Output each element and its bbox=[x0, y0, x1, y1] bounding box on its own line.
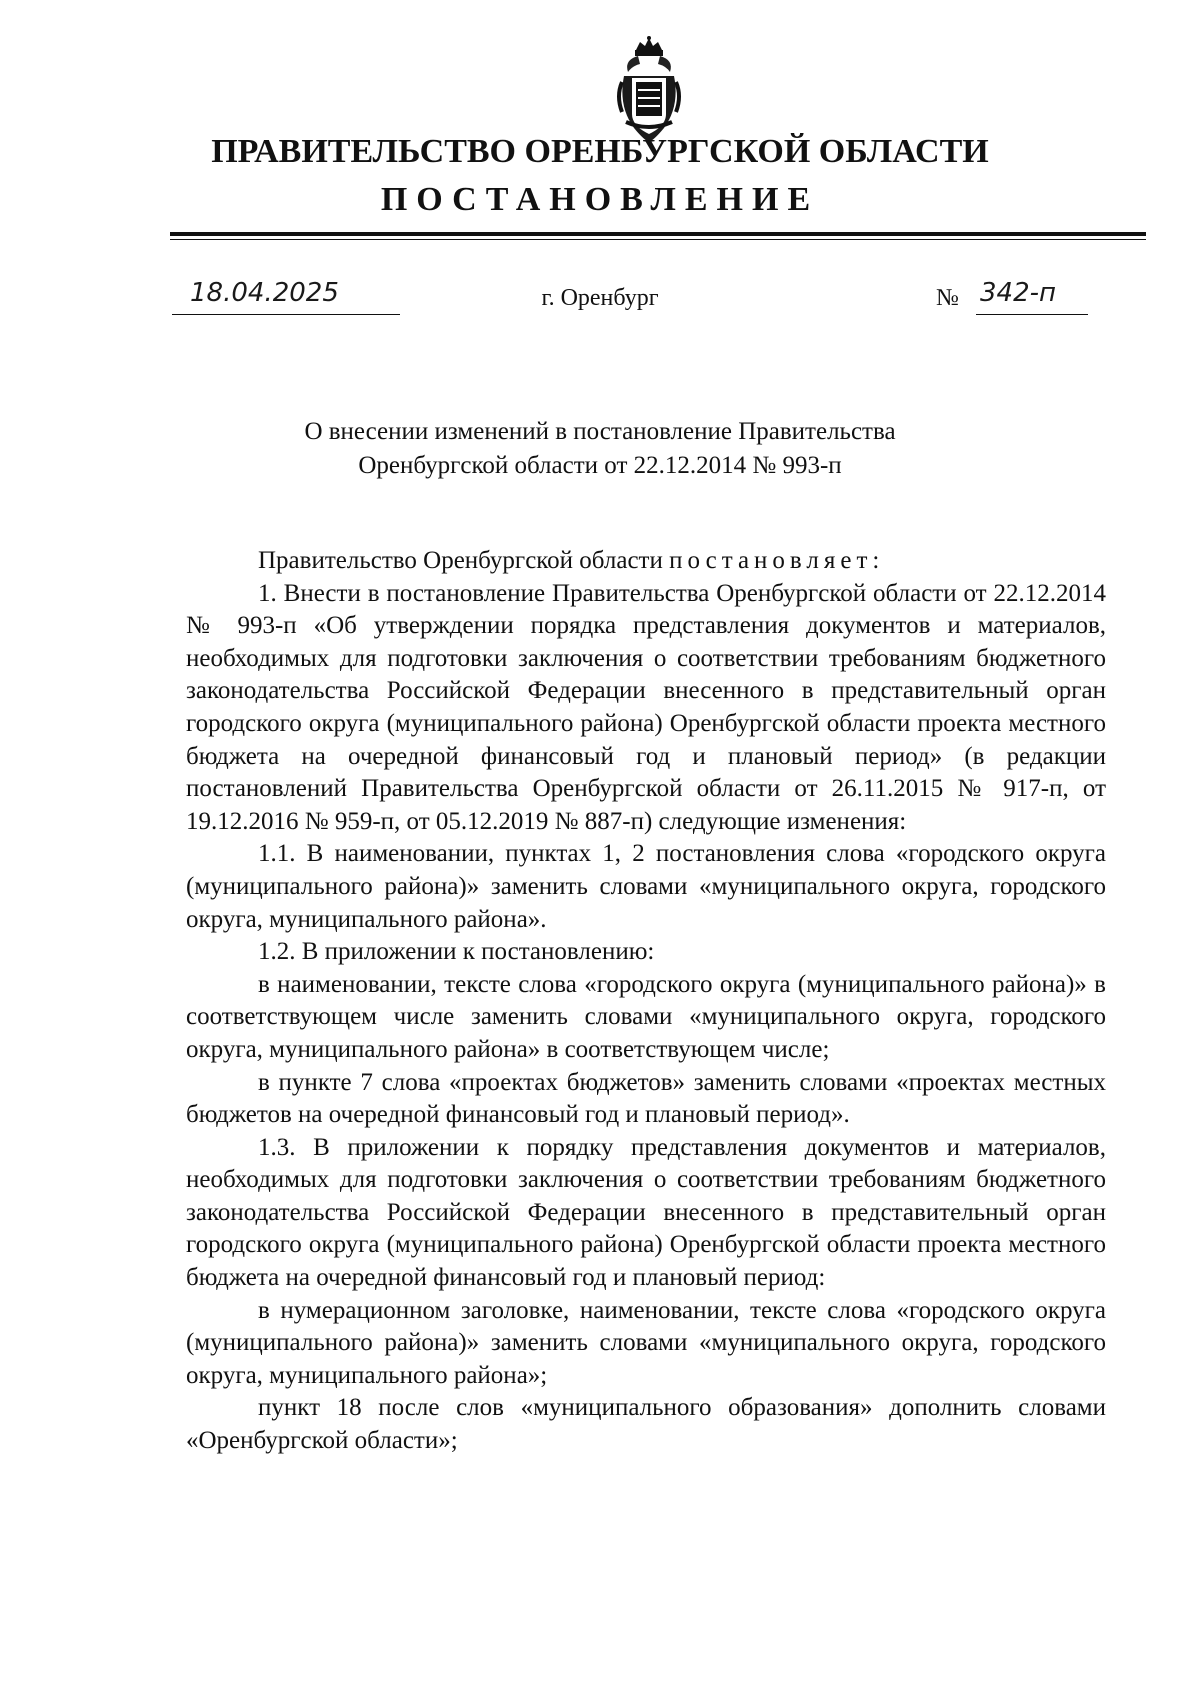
coat-of-arms-icon bbox=[614, 36, 684, 144]
government-title: ПРАВИТЕЛЬСТВО ОРЕНБУРГСКОЙ ОБЛАСТИ bbox=[211, 133, 989, 170]
subject-line-2: Оренбургской области от 22.12.2014 № 993-п bbox=[358, 452, 842, 479]
number-field bbox=[976, 280, 1088, 315]
paragraph-1-2-b: в пункте 7 слова «проектах бюджетов» заменить словами «проектах местных бюджетов на очередной финансовый год и плановый период». bbox=[186, 1068, 1106, 1129]
paragraph-1-3-b: пункт 18 после слов «муниципального образования» дополнить словами «Оренбургской области»; bbox=[186, 1394, 1106, 1455]
city-label: г. Оренбург bbox=[541, 285, 659, 311]
paragraph-1: 1. Внести в постановление Правительства Оренбургской области от 22.12.2014 № 993-п «Об утверждении порядка представления документов и материалов, необходимых для подготовки заключения о соответствии требованиям бюджетного законодательства Российской Федерации внесенного в представительный орган городского округа (муниципального района) Оренбургской области проекта местного бюджета на очередной финансовый год и плановый период» (в редакции постановлений Правительства Оренбургской области от 26.11.2015 № 917-п, от 19.12.2016 № 959-п, от 05.12.2019 № 887-п) следующие изменения: bbox=[186, 579, 1106, 835]
paragraph-1-3-a: в нумерационном заголовке, наименовании, тексте слова «городского округа (муниципального района)» заменить словами «муниципального округа, городского округа, муниципального района»; bbox=[186, 1296, 1106, 1389]
subject-line-1: О внесении изменений в постановление Правительства bbox=[304, 418, 896, 445]
number-sign: № bbox=[936, 285, 959, 311]
document-number bbox=[936, 280, 1096, 314]
intro-prefix: Правительство Оренбургской области bbox=[258, 547, 670, 574]
paragraph-1-3: 1.3. В приложении к порядку представления документов и материалов, необходимых для подготовки заключения о соответствии требованиям бюджетного законодательства Российской Федерации внесенного в представительный орган городского округа (муниципального района) Оренбургской области проекта местного бюджета на очередной финансовый год и плановый период: bbox=[186, 1133, 1106, 1292]
document-type-title: ПОСТАНОВЛЕНИЕ bbox=[380, 181, 820, 218]
paragraph-1-1: 1.1. В наименовании, пунктах 1, 2 постановления слова «городского округа (муниципального района)» заменить словами «муниципального округа, городского округа, муниципального района». bbox=[186, 840, 1106, 933]
intro-decree-word: постановляет: bbox=[669, 547, 885, 574]
header-rule-thin bbox=[170, 239, 1146, 240]
date-value: 18.04.2025 bbox=[190, 278, 339, 308]
intro-paragraph bbox=[186, 545, 1106, 578]
paragraph-1-2-a: в наименовании, тексте слова «городского округа (муниципального района)» в соответствующем числе заменить словами «муниципального округа, городского округа, муниципального района» в соответствующем числе; bbox=[186, 970, 1106, 1063]
paragraph-1-2: 1.2. В приложении к постановлению: bbox=[258, 938, 655, 966]
header-rule-thick bbox=[170, 232, 1146, 236]
document-body bbox=[186, 545, 1106, 1458]
document-subject bbox=[0, 415, 1200, 483]
number-value: 342-п bbox=[980, 278, 1057, 308]
